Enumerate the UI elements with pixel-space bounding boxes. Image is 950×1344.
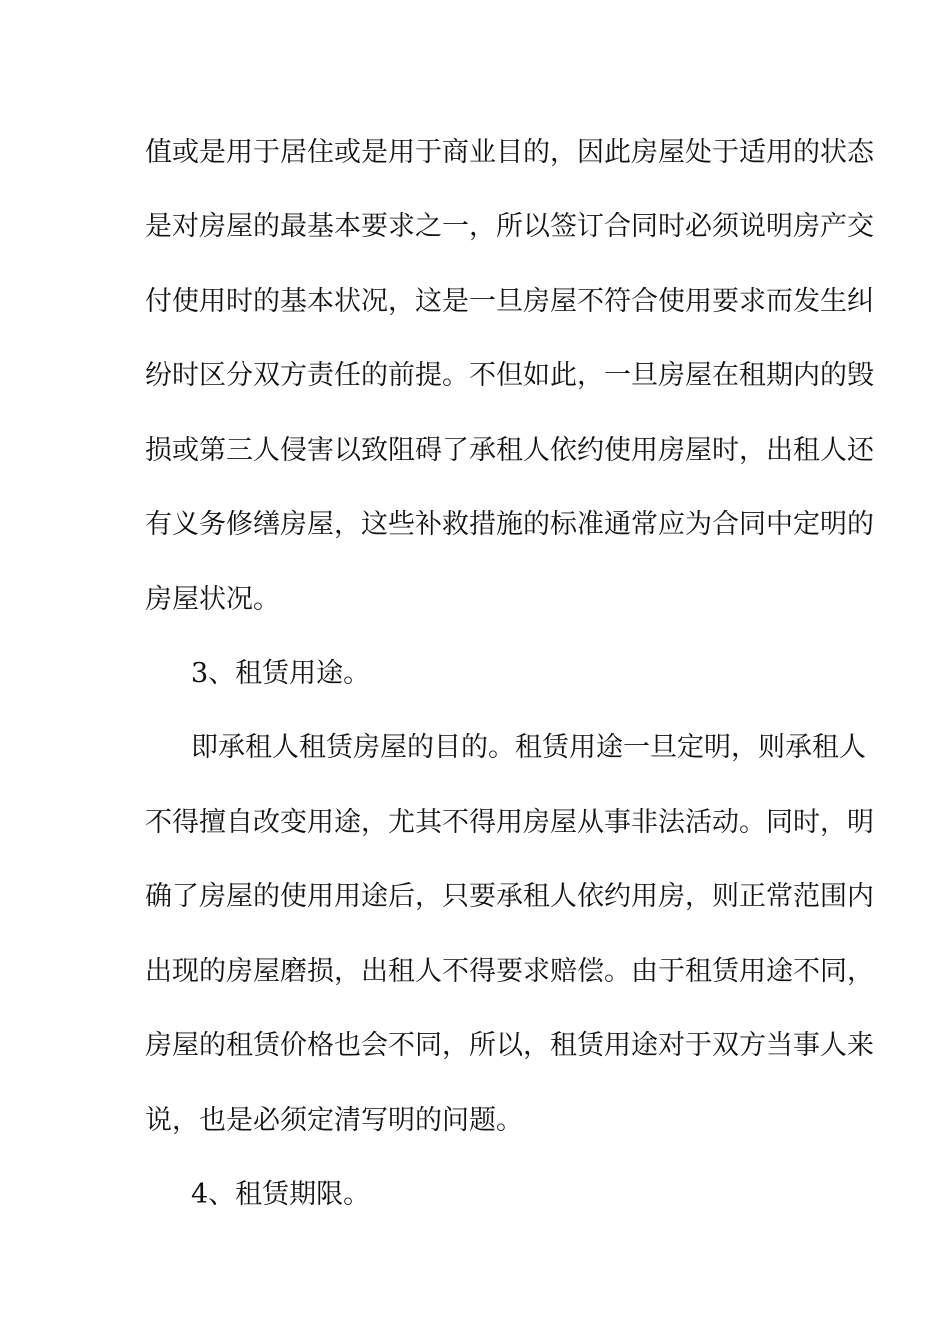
body-text-line: 值或是用于居住或是用于商业目的，因此房屋处于适用的状态 bbox=[145, 137, 874, 168]
paragraph-first-line: 即承租人租赁房屋的目的。租赁用途一旦定明，则承租人 bbox=[191, 732, 866, 763]
body-text-line: 是对房屋的最基本要求之一，所以签订合同时必须说明房产交 bbox=[145, 211, 874, 242]
section-heading: 4、租赁期限。 bbox=[191, 1179, 371, 1210]
body-text-line: 房屋状况。 bbox=[145, 584, 280, 615]
body-text-line: 不得擅自改变用途，尤其不得用房屋从事非法活动。同时，明 bbox=[145, 807, 874, 838]
section-heading: 3、租赁用途。 bbox=[191, 658, 371, 689]
body-text-line: 损或第三人侵害以致阻碍了承租人依约使用房屋时，出租人还 bbox=[145, 435, 874, 466]
body-text-line: 房屋的租赁价格也会不同，所以，租赁用途对于双方当事人来 bbox=[145, 1030, 874, 1061]
body-text-line: 出现的房屋磨损，出租人不得要求赔偿。由于租赁用途不同， bbox=[145, 956, 874, 987]
body-text-line: 付使用时的基本状况，这是一旦房屋不符合使用要求而发生纠 bbox=[145, 286, 874, 317]
body-text-line: 有义务修缮房屋，这些补救措施的标准通常应为合同中定明的 bbox=[145, 509, 874, 540]
body-text-line: 说，也是必须定清写明的问题。 bbox=[145, 1105, 523, 1136]
body-text-line: 确了房屋的使用用途后，只要承租人依约用房，则正常范围内 bbox=[145, 881, 874, 912]
body-text-line: 纷时区分双方责任的前提。不但如此，一旦房屋在租期内的毁 bbox=[145, 360, 874, 391]
